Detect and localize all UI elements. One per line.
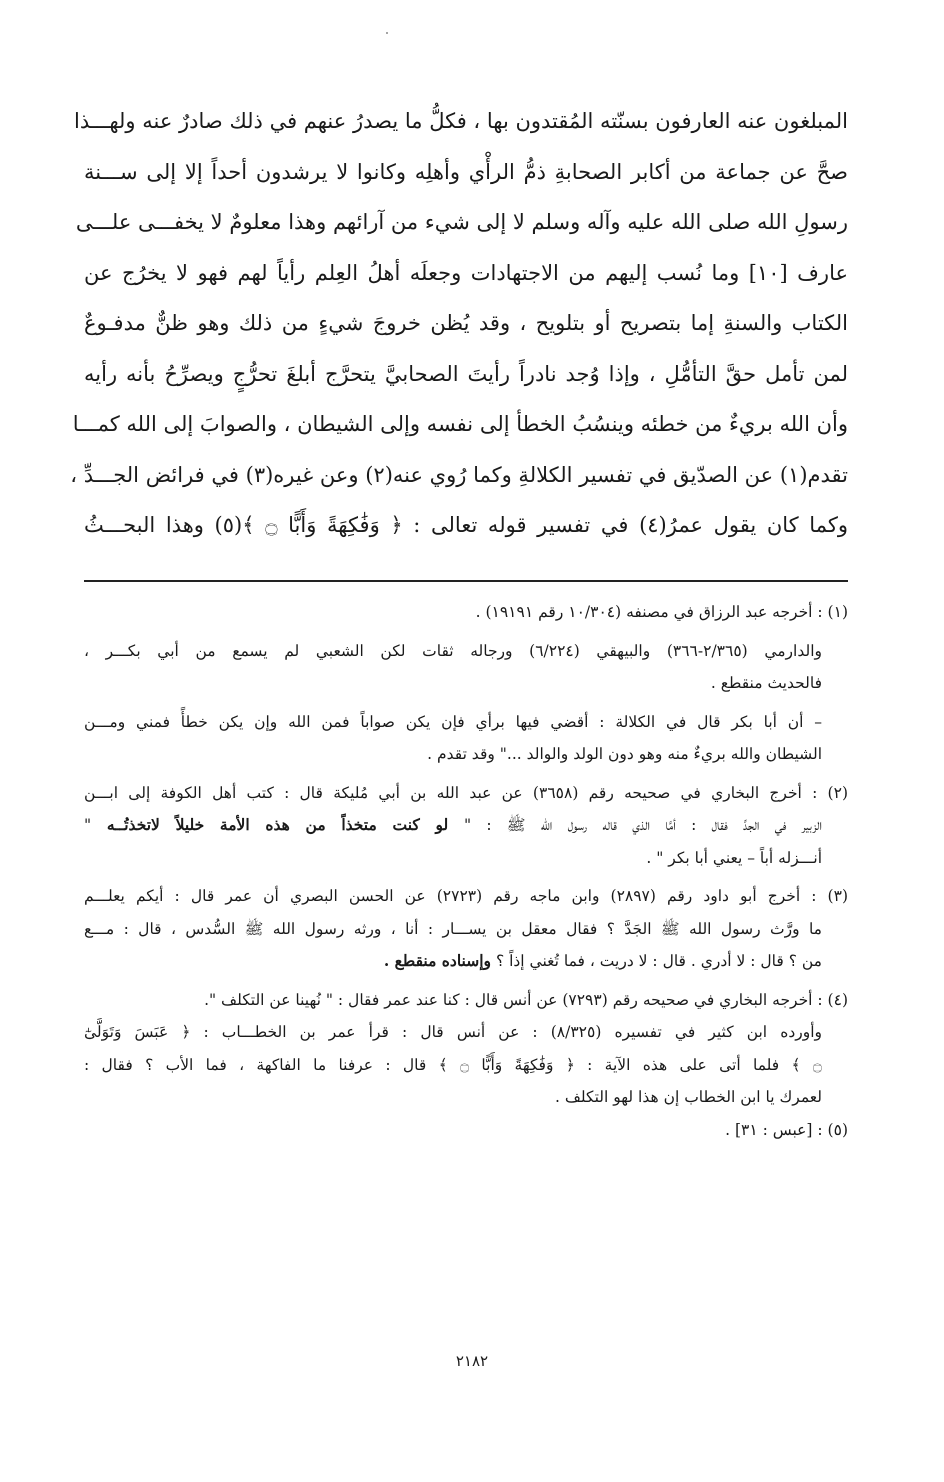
text-line-4: عارف [١٠] وما نُسب إليهم من الاجتهادات وجعلَه أهلُ العِلم رأياً لهم فهو لا يخرُج عن (84, 260, 848, 285)
footnote-1-line-5: الشيطان والله بريءٌ منه وهو دون الولد والوالد ..." وقد تقدم . (427, 745, 822, 763)
footnote-1-line-2: والدارمي (٢/٣٦٥-٣٦٦) والبيهقي (٦/٢٢٤) ورجاله ثقات لكن الشعبي لم يسمع من أبي بكـــر ، (84, 641, 822, 660)
footnote-4-line-1: (٤) : أخرجه البخاري في صحيحه رقم (٧٢٩٣) عن أنس قال : كنا عند عمر فقال : " نُهينا عن التكلف ". (204, 990, 848, 1009)
isnad-note: وإسناده منقطع . (383, 951, 492, 970)
text-line-5: الكتاب والسنةِ إما بتصريح أو بتلويح ، وقد يُظن خروجَ شيءٍ من ذلك وهو ظنٌّ مدفـوعٌ (84, 311, 848, 335)
footnote-1-line-4: – أن أبا بكر قال في الكلالة : أقضي فيها برأي فإن يكن صواباً فمن الله وإن يكن خطأً فمني ومـــن (84, 712, 822, 731)
footnote-3-line-2: ما ورَّث رسول الله ﷺ الجَدَّ ؟ فقال معقل بن يســـار : أنا ، ورثه رسول الله ﷺ السُّدس ، قال : مـــع (84, 919, 822, 938)
footnote-4-line-2: وأورده ابن كثير في تفسيره (٨/٣٢٥) : عن أنس قال : قرأ عمر بن الخطـــاب : ﴿ عَبَسَ وَتَوَلَّىٰٓ (84, 1023, 822, 1041)
text-line-6: لمن تأمل حقَّ التأمُّلِ ، وإذا وُجد نادراً رأيتَ الصحابيَّ يتحرَّج أبلغَ تحرُّجٍ ويصرِّحُ بأنه رأيه (84, 361, 848, 386)
footnote-separator (84, 580, 848, 582)
footnote-2-text: الزبير في الجدِّ فقال : أمَّا الذي قاله رسول الله ﷺ : " (463, 816, 823, 834)
main-text (70, 96, 848, 551)
footnote-1-line-1: (١) : أخرجه عبد الرزاق في مصنفه (١٠/٣٠٤ رقم ١٩١٩١) . (475, 603, 848, 621)
scan-dot (386, 32, 388, 34)
hadith-quote: لو كنت متخذاً من هذه الأمة خليلاً لاتخذتُــه (91, 815, 464, 834)
footnote-3-line-1: (٣) : أخرج أبو داود رقم (٢٨٩٧) وابن ماجه رقم (٢٧٢٣) عن الحسن البصري أن عمر قال : أيكم يعلـــم (84, 887, 848, 905)
footnote-2-line-3: أنـــزله أباً – يعني أبا بكر " . (646, 848, 822, 867)
footnote-4-line-3: ۝ ﴾ فلما أتى على هذه الآية : ﴿ وَفَٰكِهَةً وَأَبًّا ۝ ﴾ قال : عرفنا ما الفاكهة ، فما الأب ؟ فقال : (84, 1055, 822, 1074)
text-line-2: صحَّ عن جماعة من أكابر الصحابةِ ذمُّ الرأْي وأهلِه وكانوا لا يرشدون أحداً إلا إلى ســـنة (84, 159, 848, 184)
quote-mark: " (84, 816, 92, 834)
footnote-3-line-3 (84, 945, 848, 978)
footnote-3-text: من ؟ قال : لا أدري . قال : لا دريت ، فما تُغني إذاً ؟ (491, 952, 822, 970)
text-line-7: وأن الله بريءٌ من خطئه وينسُبُ الخطأ إلى نفسه وإلى الشيطان ، والصوابَ إلى الله كمـــا (72, 412, 848, 436)
footnote-1 (84, 596, 848, 771)
text-line-9: وكما كان يقول عمرُ(٤) في تفسير قوله تعالى : ﴿ وَفَٰكِهَةً وَأَبًّا ۝ ﴾(٥) وهذا البحـــثُ (84, 513, 848, 537)
footnote-4-line-4: لعمرك يا ابن الخطاب إن هذا لهو التكلف . (555, 1088, 822, 1106)
footnote-2-line-1: (٢) : أخرج البخاري في صحيحه رقم (٣٦٥٨) عن عبد الله بن أبي مُليكة قال : كتب أهل الكوفة إلى ابـــن (84, 783, 848, 802)
footnote-4 (84, 984, 848, 1147)
page-number: ٢١٨٢ (455, 1352, 489, 1370)
footnote-3 (84, 880, 848, 978)
text-line-1: المبلغون عنه العارفون بسنّته المُقتدون بها ، فكلُّ ما يصدرُ عنهم في ذلك صادرٌ عنه ولهـــذا (74, 109, 848, 133)
footnote-2-line-2 (84, 809, 848, 842)
footnote-2 (84, 777, 848, 875)
footnote-1-line-3: فالحديث منقطع . (710, 674, 822, 692)
text-line-8: تقدم(١) عن الصدّيق في تفسير الكلالةِ وكما رُوي عنه(٢) وعن غيره(٣) في فرائض الجـــدِّ ، (70, 462, 848, 487)
footnote-5: (٥) : [عبس : ٣١] . (725, 1120, 848, 1139)
text-line-3: رسولِ الله صلى الله عليه وآله وسلم لا إلى شيء من آرائهم وهذا معلومٌ لا يخفـــى علـــى (75, 210, 848, 234)
footnotes (84, 596, 848, 1146)
